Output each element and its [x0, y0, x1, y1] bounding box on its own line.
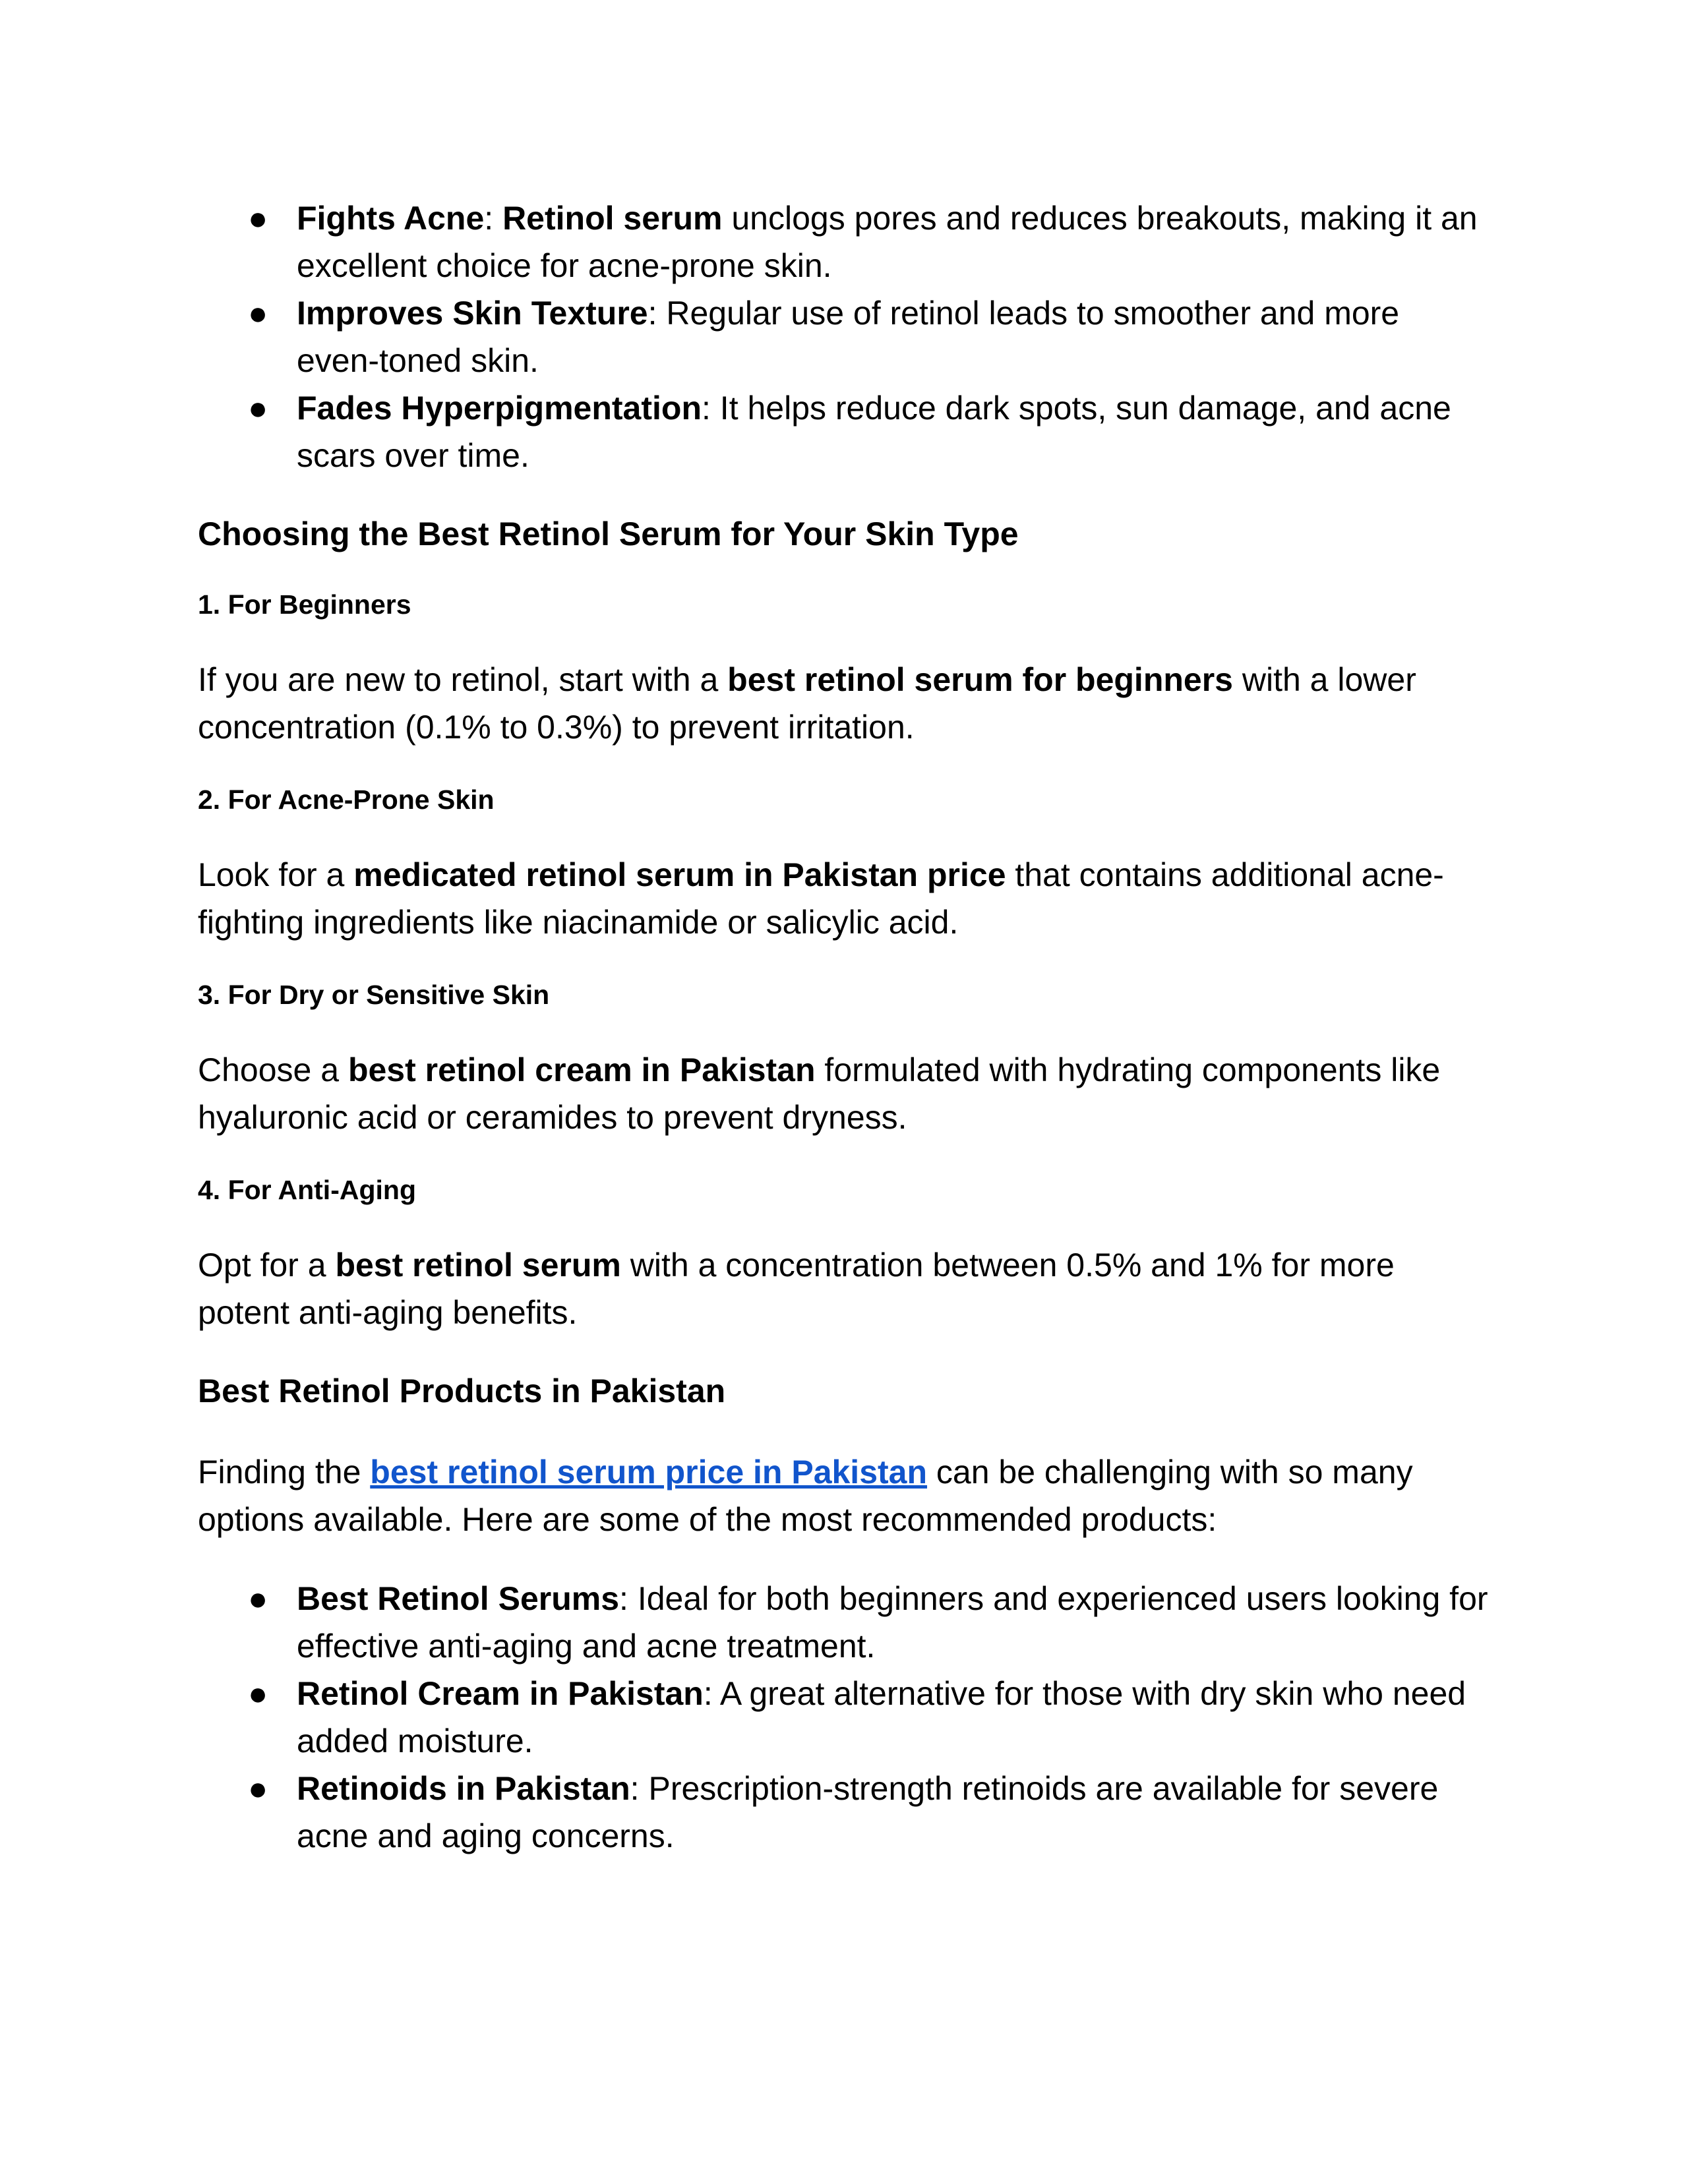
bullet-icon: ● [248, 200, 268, 237]
subheading-dry-sensitive: 3. For Dry or Sensitive Skin [198, 980, 550, 1010]
paragraph-bold: best retinol serum for beginners [727, 661, 1233, 698]
bullet-icon: ● [248, 1770, 268, 1807]
list-item-bold: Retinol serum [502, 200, 723, 237]
list-item [198, 289, 1490, 384]
bullet-icon: ● [248, 390, 268, 427]
bullet-icon: ● [248, 1675, 268, 1712]
paragraph-products-intro [198, 1448, 1490, 1543]
bullet-icon: ● [248, 295, 268, 332]
list-item [198, 194, 1490, 289]
benefits-list [198, 194, 1490, 479]
list-item [198, 1765, 1490, 1860]
paragraph-bold: medicated retinol serum in Pakistan price [353, 856, 1006, 893]
term-separator: : [484, 200, 503, 237]
subheading-anti-aging: 4. For Anti-Aging [198, 1175, 416, 1205]
bullet-icon: ● [248, 1580, 268, 1617]
paragraph-text: Opt for a [198, 1247, 336, 1284]
paragraph-bold: best retinol cream in Pakistan [347, 1051, 816, 1088]
paragraph-bold: best retinol serum [335, 1247, 621, 1284]
paragraph-beginners [198, 656, 1490, 751]
list-item [198, 1575, 1490, 1670]
list-item-term: Best Retinol Serums [297, 1580, 620, 1617]
term-separator: : [702, 390, 720, 427]
paragraph-text: that contains additional acne-fighting ingredients like niacinamide or salicylic acid. [198, 856, 1444, 941]
document-content [198, 194, 1490, 1860]
paragraph-acne-prone [198, 851, 1490, 946]
paragraph-text: Finding the [198, 1454, 371, 1490]
subheading-beginners: 1. For Beginners [198, 589, 411, 620]
list-item-text: A great alternative for those with dry skin who need added moisture. [297, 1675, 1466, 1759]
list-item [198, 384, 1490, 479]
list-item-text: Ideal for both beginners and experienced users looking for effective anti-aging and acne treatment. [297, 1580, 1488, 1665]
list-item-term: Retinoids in Pakistan [297, 1770, 630, 1807]
term-separator: : [630, 1770, 649, 1807]
list-item-term: Retinol Cream in Pakistan [297, 1675, 704, 1712]
paragraph-dry-sensitive [198, 1046, 1490, 1141]
subheading-acne-prone: 2. For Acne-Prone Skin [198, 784, 495, 815]
paragraph-text: with a concentration between 0.5% and 1% for more potent anti-aging benefits. [198, 1247, 1395, 1331]
paragraph-text: with a lower concentration (0.1% to 0.3%) to prevent irritation. [198, 661, 1416, 746]
products-list [198, 1575, 1490, 1860]
paragraph-anti-aging [198, 1241, 1490, 1336]
retinol-price-link[interactable]: best retinol serum price in Pakistan [370, 1454, 928, 1490]
section-heading-choosing: Choosing the Best Retinol Serum for Your Skin Type [198, 516, 1019, 552]
term-separator: : [648, 295, 667, 332]
list-item-text: Prescription-strength retinoids are available for severe acne and aging concerns. [297, 1770, 1439, 1854]
paragraph-text: Look for a [198, 856, 354, 893]
list-item-term: Improves Skin Texture [297, 295, 648, 332]
paragraph-text: formulated with hydrating components like hyaluronic acid or ceramides to prevent dryness. [198, 1051, 1441, 1136]
paragraph-text: If you are new to retinol, start with a [198, 661, 728, 698]
list-item-term: Fights Acne [297, 200, 485, 237]
list-item [198, 1670, 1490, 1765]
section-heading-products: Best Retinol Products in Pakistan [198, 1372, 726, 1409]
list-item-text: unclogs pores and reduces breakouts, making it an excellent choice for acne-prone skin. [297, 200, 1478, 284]
list-item-text: It helps reduce dark spots, sun damage, and acne scars over time. [297, 390, 1451, 474]
list-item-term: Fades Hyperpigmentation [297, 390, 702, 427]
paragraph-text: can be challenging with so many options available. Here are some of the most recommended products: [198, 1454, 1413, 1538]
list-item-text: Regular use of retinol leads to smoother and more even-toned skin. [297, 295, 1400, 379]
term-separator: : [619, 1580, 638, 1617]
paragraph-text: Choose a [198, 1051, 348, 1088]
term-separator: : [703, 1675, 720, 1712]
